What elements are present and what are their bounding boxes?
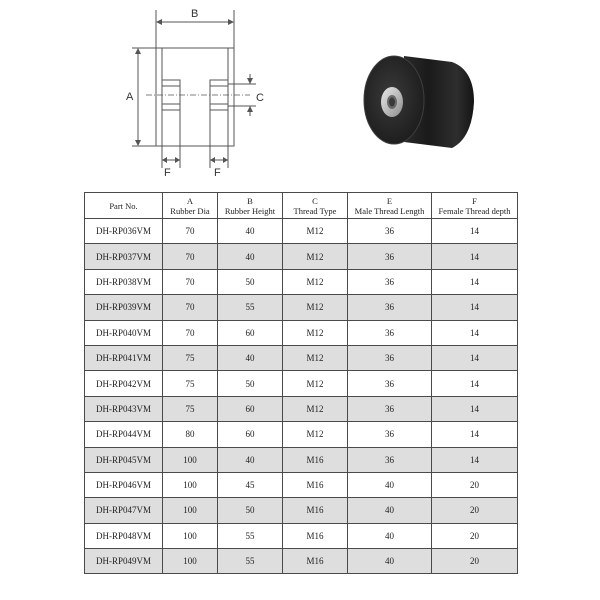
- cell-part-no: DH-RP048VM: [85, 523, 163, 548]
- cell-thread-type: M16: [283, 523, 348, 548]
- cell-female-thread-depth: 14: [432, 422, 518, 447]
- cell-part-no: DH-RP045VM: [85, 447, 163, 472]
- cell-rubber-dia: 100: [163, 549, 218, 574]
- cell-part-no: DH-RP047VM: [85, 498, 163, 523]
- table-row: [85, 371, 518, 396]
- header-male-thread-length: E Male Thread Length: [348, 193, 432, 219]
- cell-female-thread-depth: 14: [432, 219, 518, 244]
- cell-female-thread-depth: 20: [432, 498, 518, 523]
- cell-female-thread-depth: 14: [432, 396, 518, 421]
- dim-label-f-right: F: [214, 167, 221, 179]
- cell-thread-type: M12: [283, 371, 348, 396]
- dimension-drawing: [110, 0, 290, 180]
- header-part-no: Part No.: [85, 193, 163, 219]
- cell-rubber-dia: 70: [163, 269, 218, 294]
- cell-rubber-dia: 75: [163, 345, 218, 370]
- cell-rubber-height: 45: [218, 472, 283, 497]
- cell-thread-type: M16: [283, 472, 348, 497]
- cell-rubber-height: 40: [218, 219, 283, 244]
- table-row: [85, 320, 518, 345]
- cell-rubber-dia: 100: [163, 498, 218, 523]
- cell-part-no: DH-RP038VM: [85, 269, 163, 294]
- cell-part-no: DH-RP043VM: [85, 396, 163, 421]
- cell-female-thread-depth: 20: [432, 523, 518, 548]
- cell-rubber-height: 40: [218, 244, 283, 269]
- cell-thread-type: M12: [283, 244, 348, 269]
- cell-male-thread-length: 36: [348, 269, 432, 294]
- cell-male-thread-length: 36: [348, 295, 432, 320]
- cell-thread-type: M12: [283, 320, 348, 345]
- cell-thread-type: M16: [283, 498, 348, 523]
- cell-rubber-height: 55: [218, 549, 283, 574]
- cell-male-thread-length: 36: [348, 320, 432, 345]
- cell-thread-type: M12: [283, 269, 348, 294]
- cell-thread-type: M12: [283, 345, 348, 370]
- cell-rubber-dia: 100: [163, 523, 218, 548]
- dim-label-f-left: F: [164, 167, 171, 179]
- table-body: [85, 219, 518, 574]
- table-row: [85, 447, 518, 472]
- dimension-drawing-svg: [110, 0, 290, 180]
- cell-thread-type: M12: [283, 295, 348, 320]
- cell-male-thread-length: 40: [348, 472, 432, 497]
- cell-male-thread-length: 36: [348, 371, 432, 396]
- cell-rubber-height: 60: [218, 396, 283, 421]
- table-header-row: [85, 193, 518, 219]
- cell-rubber-dia: 75: [163, 396, 218, 421]
- cell-male-thread-length: 40: [348, 523, 432, 548]
- cell-male-thread-length: 36: [348, 422, 432, 447]
- table-row: [85, 219, 518, 244]
- cell-male-thread-length: 36: [348, 345, 432, 370]
- table-row: [85, 269, 518, 294]
- cell-part-no: DH-RP046VM: [85, 472, 163, 497]
- spec-table: [84, 192, 518, 574]
- dim-label-a: A: [126, 91, 134, 103]
- cell-part-no: DH-RP044VM: [85, 422, 163, 447]
- table-row: [85, 472, 518, 497]
- table-row: [85, 422, 518, 447]
- cell-male-thread-length: 36: [348, 447, 432, 472]
- cell-part-no: DH-RP041VM: [85, 345, 163, 370]
- rubber-mount-illustration: [352, 42, 482, 162]
- table-row: [85, 244, 518, 269]
- cell-rubber-dia: 80: [163, 422, 218, 447]
- cell-rubber-height: 60: [218, 422, 283, 447]
- cell-rubber-height: 40: [218, 447, 283, 472]
- table-row: [85, 396, 518, 421]
- cell-male-thread-length: 40: [348, 549, 432, 574]
- cell-part-no: DH-RP039VM: [85, 295, 163, 320]
- cell-female-thread-depth: 14: [432, 295, 518, 320]
- cell-male-thread-length: 36: [348, 219, 432, 244]
- table-row: [85, 523, 518, 548]
- cell-thread-type: M12: [283, 219, 348, 244]
- cell-part-no: DH-RP049VM: [85, 549, 163, 574]
- rubber-mount-photo: [352, 42, 482, 162]
- cell-rubber-dia: 70: [163, 320, 218, 345]
- cell-rubber-dia: 70: [163, 295, 218, 320]
- cell-female-thread-depth: 14: [432, 371, 518, 396]
- cell-male-thread-length: 40: [348, 498, 432, 523]
- cell-rubber-dia: 100: [163, 447, 218, 472]
- cell-thread-type: M12: [283, 396, 348, 421]
- cell-rubber-dia: 70: [163, 244, 218, 269]
- table-row: [85, 345, 518, 370]
- table-row: [85, 295, 518, 320]
- cell-rubber-height: 55: [218, 523, 283, 548]
- cell-part-no: DH-RP036VM: [85, 219, 163, 244]
- cell-rubber-height: 55: [218, 295, 283, 320]
- cell-thread-type: M16: [283, 447, 348, 472]
- header-female-thread-depth: F Female Thread depth: [432, 193, 518, 219]
- header-rubber-dia: A Rubber Dia: [163, 193, 218, 219]
- cell-male-thread-length: 36: [348, 396, 432, 421]
- cell-rubber-height: 50: [218, 498, 283, 523]
- cell-rubber-height: 60: [218, 320, 283, 345]
- dim-label-b: B: [191, 8, 199, 20]
- cell-thread-type: M12: [283, 422, 348, 447]
- cell-rubber-height: 50: [218, 269, 283, 294]
- cell-male-thread-length: 36: [348, 244, 432, 269]
- cell-rubber-dia: 100: [163, 472, 218, 497]
- cell-female-thread-depth: 20: [432, 472, 518, 497]
- cell-female-thread-depth: 14: [432, 345, 518, 370]
- cell-female-thread-depth: 14: [432, 447, 518, 472]
- cell-female-thread-depth: 14: [432, 269, 518, 294]
- cell-rubber-dia: 70: [163, 219, 218, 244]
- cell-rubber-height: 40: [218, 345, 283, 370]
- cell-part-no: DH-RP037VM: [85, 244, 163, 269]
- table-row: [85, 498, 518, 523]
- header-rubber-height: B Rubber Height: [218, 193, 283, 219]
- cell-rubber-dia: 75: [163, 371, 218, 396]
- cell-part-no: DH-RP042VM: [85, 371, 163, 396]
- table-row: [85, 549, 518, 574]
- cell-female-thread-depth: 14: [432, 244, 518, 269]
- dim-label-c: C: [256, 92, 264, 104]
- cell-rubber-height: 50: [218, 371, 283, 396]
- header-thread-type: C Thread Type: [283, 193, 348, 219]
- cell-female-thread-depth: 14: [432, 320, 518, 345]
- cell-thread-type: M16: [283, 549, 348, 574]
- cell-part-no: DH-RP040VM: [85, 320, 163, 345]
- cell-female-thread-depth: 20: [432, 549, 518, 574]
